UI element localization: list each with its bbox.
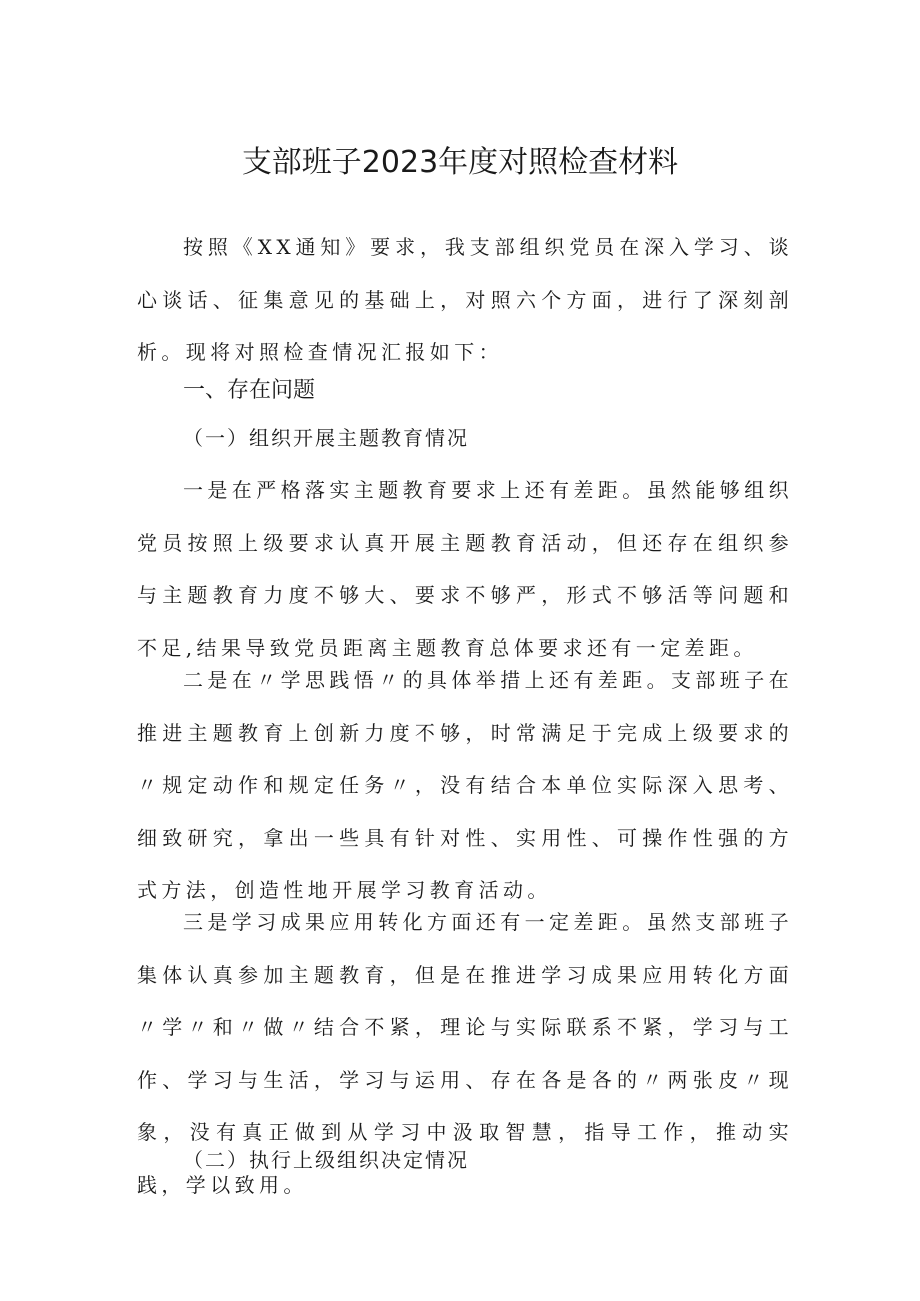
- paragraph-third-point: 三是学习成果应用转化方面还有一定差距。虽然支部班子集体认真参加主题教育，但是在推进学习成果应用转化方面〃学〃和〃做〃结合不紧，理论与实际联系不紧，学习与工作、学习与生活，学习与运用、存在各是各的〃两张皮〃现象，没有真正做到从学习中汲取智慧，指导工作，推动实践，学以致用。: [137, 910, 793, 1197]
- subsection-heading-execute-decisions: （二）执行上级组织决定情况: [183, 1148, 469, 1172]
- section-heading-problems: 一、存在问题: [183, 378, 316, 403]
- intro-paragraph: 按照《XX通知》要求，我支部组织党员在深入学习、谈心谈话、征集意见的基础上，对照六个方面，进行了深刻剖析。现将对照检查情况汇报如下：: [137, 235, 793, 364]
- paragraph-first-point: 一是在严格落实主题教育要求上还有差距。虽然能够组织党员按照上级要求认真开展主题教育活动，但还存在组织参与主题教育力度不够大、要求不够严，形式不够活等问题和不足,结果导致党员距离主题教育总体要求还有一定差距。: [137, 478, 793, 660]
- subsection-heading-theme-education: （一）组织开展主题教育情况: [183, 426, 469, 450]
- paragraph-second-point: 二是在〃学思践悟〃的具体举措上还有差距。支部班子在推进主题教育上创新力度不够，时常满足于完成上级要求的〃规定动作和规定任务〃，没有结合本单位实际深入思考、细致研究，拿出一些具有针对性、实用性、可操作性强的方式方法，创造性地开展学习教育活动。: [137, 668, 793, 902]
- document-title: 支部班子2023年度对照检查材料: [241, 145, 679, 180]
